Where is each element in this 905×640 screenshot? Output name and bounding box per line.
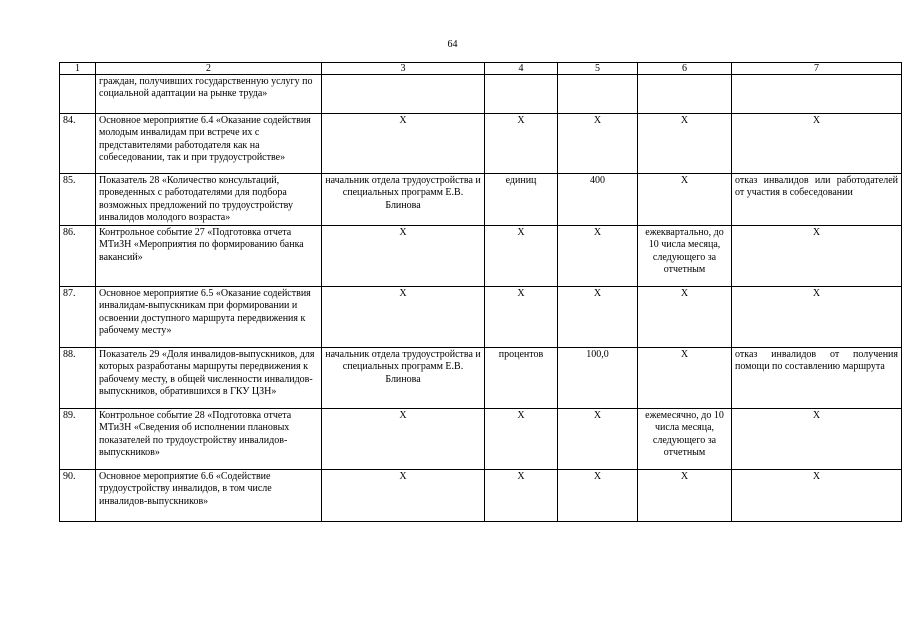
event-name: Показатель 28 «Количество консультаций, проведенных с работодателями для подбора возможных предложений по трудоустройству инвалидов молодого возраста» (96, 174, 322, 226)
indicator-value: Х (558, 409, 638, 470)
row-number: 89. (60, 409, 96, 470)
event-name: Основное мероприятие 6.5 «Оказание содействия инвалидам-выпускникам при формировании и освоении доступного маршрута передвижения к рабочему месту» (96, 287, 322, 348)
row-number: 87. (60, 287, 96, 348)
column-header: 3 (322, 63, 485, 75)
table-row (60, 226, 902, 287)
row-number: 90. (60, 470, 96, 522)
execution-term: Х (638, 470, 732, 522)
execution-term: Х (638, 348, 732, 409)
column-header: 7 (732, 63, 902, 75)
unit-of-measure: единиц (485, 174, 558, 226)
indicator-value (558, 75, 638, 114)
column-header: 2 (96, 63, 322, 75)
table-row (60, 470, 902, 522)
responsible-person: Х (322, 409, 485, 470)
table-row (60, 174, 902, 226)
risk-note: отказ инвалидов или работодателей от участия в собеседовании (732, 174, 902, 226)
responsible-person: Х (322, 287, 485, 348)
column-header: 6 (638, 63, 732, 75)
program-plan-table (59, 62, 902, 522)
indicator-value: Х (558, 287, 638, 348)
table-row (60, 287, 902, 348)
event-name: Показатель 29 «Доля инвалидов-выпускников, для которых разработаны маршруты передвижения к рабочему месту, в общей численности инвалидов-выпускников, обратившихся в ГКУ ЦЗН» (96, 348, 322, 409)
execution-term: Х (638, 114, 732, 174)
unit-of-measure: Х (485, 409, 558, 470)
risk-note: Х (732, 409, 902, 470)
event-name: Контрольное событие 28 «Подготовка отчета МТиЗН «Сведения об исполнении плановых показателей по трудоустройству инвалидов-выпускников» (96, 409, 322, 470)
responsible-person: начальник отдела трудоустройства и специальных программ Е.В. Блинова (322, 348, 485, 409)
event-name: Контрольное событие 27 «Подготовка отчета МТиЗН «Мероприятия по формированию банка вакансий» (96, 226, 322, 287)
indicator-value: 400 (558, 174, 638, 226)
indicator-value: Х (558, 470, 638, 522)
row-number (60, 75, 96, 114)
column-header: 5 (558, 63, 638, 75)
indicator-value: Х (558, 226, 638, 287)
unit-of-measure: Х (485, 114, 558, 174)
risk-note: Х (732, 287, 902, 348)
execution-term (638, 75, 732, 114)
risk-note: Х (732, 226, 902, 287)
indicator-value: Х (558, 114, 638, 174)
column-header: 4 (485, 63, 558, 75)
row-number: 88. (60, 348, 96, 409)
risk-note: отказ инвалидов от получения помощи по составлению маршрута (732, 348, 902, 409)
execution-term: ежемесячно, до 10 числа месяца, следующего за отчетным (638, 409, 732, 470)
responsible-person: Х (322, 226, 485, 287)
execution-term: ежеквартально, до 10 числа месяца, следующего за отчетным (638, 226, 732, 287)
responsible-person (322, 75, 485, 114)
execution-term: Х (638, 287, 732, 348)
unit-of-measure (485, 75, 558, 114)
unit-of-measure: Х (485, 226, 558, 287)
execution-term: Х (638, 174, 732, 226)
table-header-row (60, 63, 902, 75)
row-number: 85. (60, 174, 96, 226)
indicator-value: 100,0 (558, 348, 638, 409)
column-header: 1 (60, 63, 96, 75)
page-number: 64 (447, 39, 458, 50)
unit-of-measure: процентов (485, 348, 558, 409)
row-number: 86. (60, 226, 96, 287)
table-row (60, 348, 902, 409)
table-row (60, 114, 902, 174)
responsible-person: Х (322, 470, 485, 522)
event-name: граждан, получивших государственную услугу по социальной адаптации на рынке труда» (96, 75, 322, 114)
unit-of-measure: Х (485, 287, 558, 348)
risk-note (732, 75, 902, 114)
event-name: Основное мероприятие 6.6 «Содействие трудоустройству инвалидов, в том числе инвалидов-выпускников» (96, 470, 322, 522)
responsible-person: начальник отдела трудоустройства и специальных программ Е.В. Блинова (322, 174, 485, 226)
table-row (60, 75, 902, 114)
row-number: 84. (60, 114, 96, 174)
table-row (60, 409, 902, 470)
responsible-person: Х (322, 114, 485, 174)
unit-of-measure: Х (485, 470, 558, 522)
risk-note: Х (732, 114, 902, 174)
event-name: Основное мероприятие 6.4 «Оказание содействия молодым инвалидам при встрече их с представителями работодателя как на собеседовании, так и при трудоустройстве» (96, 114, 322, 174)
risk-note: Х (732, 470, 902, 522)
